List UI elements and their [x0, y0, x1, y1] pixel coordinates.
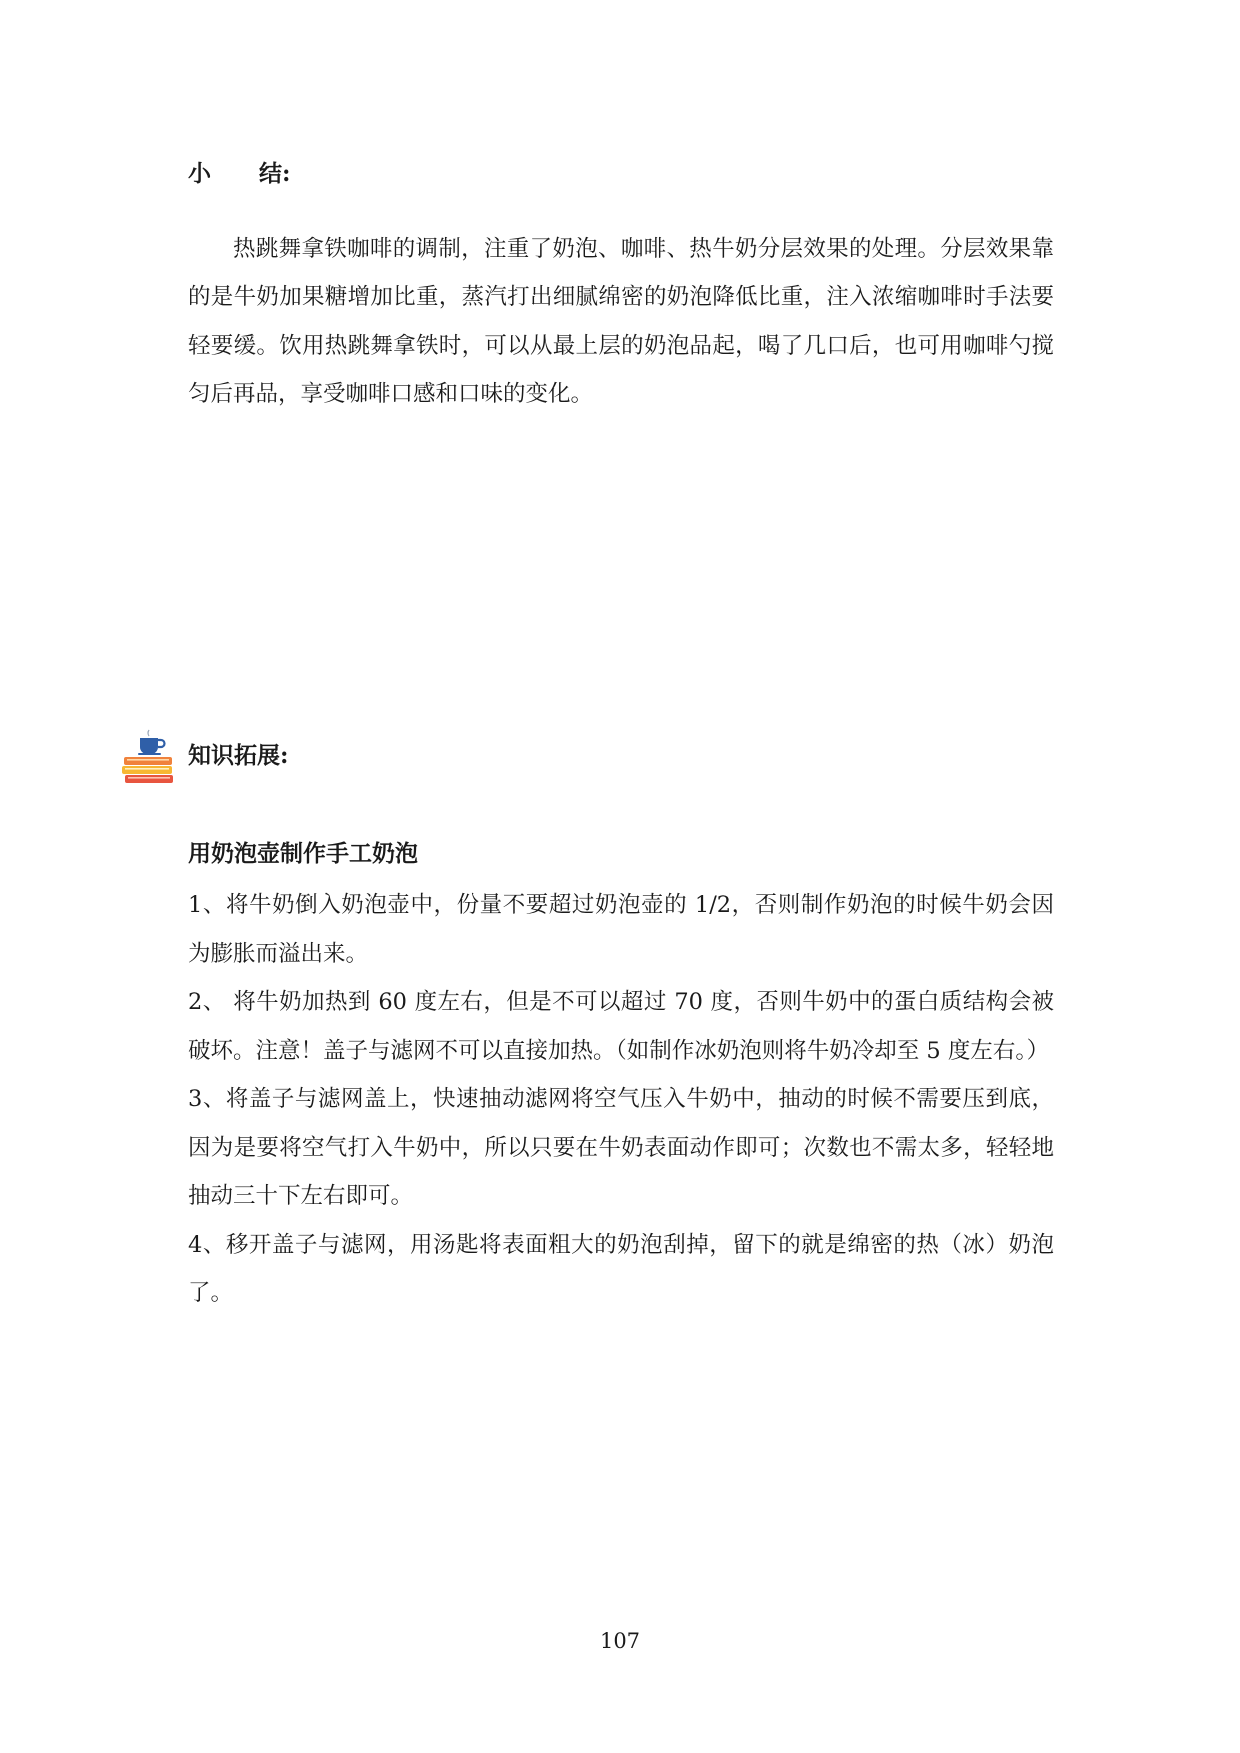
list-item: 2、 将牛奶加热到 60 度左右，但是不可以超过 70 度，否则牛奶中的蛋白质结构会被破坏。注意！盖子与滤网不可以直接加热。（如制作冰奶泡则将牛奶冷却至 5 度左右。）	[188, 989, 1054, 1064]
knowledge-title: 知识拓展:	[188, 742, 289, 769]
list-item: 4、移开盖子与滤网，用汤匙将表面粗大的奶泡刮掉，留下的就是绵密的热（冰）奶泡了。	[188, 1231, 1054, 1306]
knowledge-header	[118, 728, 718, 788]
summary-paragraph: 热跳舞拿铁咖啡的调制，注重了奶泡、咖啡、热牛奶分层效果的处理。分层效果靠的是牛奶加果糖增加比重，蒸汽打出细腻绵密的奶泡降低比重，注入浓缩咖啡时手法要轻要缓。饮用热跳舞拿铁时，可以从最上层的奶泡品起，喝了几口后，也可用咖啡勺搅匀后再品，享受咖啡口感和口味的变化。	[188, 235, 1054, 407]
page-number: 107	[599, 1629, 641, 1653]
list-item: 1、将牛奶倒入奶泡壶中，份量不要超过奶泡壶的 1/2，否则制作奶泡的时候牛奶会因为膨胀而溢出来。	[188, 892, 1054, 967]
list-item: 3、将盖子与滤网盖上，快速抽动滤网将空气压入牛奶中，抽动的时候不需要压到底，因为是要将空气打入牛奶中，所以只要在牛奶表面动作即可；次数也不需太多，轻轻地抽动三十下左右即可。	[188, 1086, 1054, 1209]
summary-heading	[188, 158, 291, 190]
summary-heading-left: 小	[188, 160, 211, 187]
book-stack-with-coffee-cup-icon	[118, 728, 178, 788]
method-title: 用奶泡壶制作手工奶泡	[188, 840, 418, 867]
summary-heading-right: 结:	[259, 160, 291, 187]
steps-list	[188, 881, 1054, 1318]
